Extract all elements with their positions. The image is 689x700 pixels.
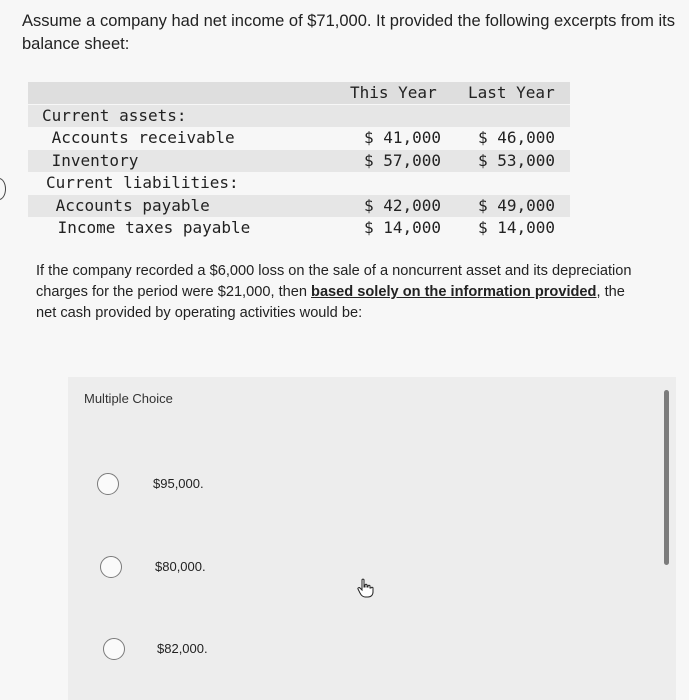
- multiple-choice-label: Multiple Choice: [84, 391, 173, 406]
- last-year-value: $ 49,000: [478, 196, 556, 215]
- column-header-this-year: This Year: [350, 83, 437, 102]
- page-edge-mark: [0, 178, 6, 200]
- last-year-value: $ 53,000: [478, 151, 556, 170]
- last-year-value: $ 46,000: [478, 128, 556, 147]
- radio-button[interactable]: [100, 556, 122, 578]
- this-year-value: $ 42,000: [364, 196, 442, 215]
- table-row: [28, 172, 570, 194]
- option-label: $95,000.: [153, 476, 204, 491]
- hand-cursor-icon: [356, 578, 374, 598]
- table-row: [28, 217, 570, 239]
- row-label: Accounts receivable: [42, 128, 235, 147]
- option-label: $80,000.: [155, 559, 206, 574]
- this-year-value: $ 14,000: [364, 218, 442, 237]
- question-part-2: , the net cash provided by operating activities would be:: [36, 284, 625, 321]
- question-text: [36, 261, 636, 324]
- question-intro: Assume a company had net income of $71,000. It provided the following excerpts from its balance sheet:: [22, 12, 676, 53]
- table-row: [28, 127, 570, 149]
- option-label: $82,000.: [157, 641, 208, 656]
- this-year-value: $ 57,000: [364, 151, 442, 170]
- row-label: Inventory: [42, 151, 139, 170]
- table-row: [28, 105, 570, 127]
- row-label: Accounts payable: [46, 196, 210, 215]
- table-row: [28, 150, 570, 172]
- row-label: Current assets:: [42, 106, 187, 125]
- question-part-1: If the company recorded a $6,000 loss on the sale of a noncurrent asset and its depreciation charges for the period were $21,000, then: [36, 263, 632, 300]
- last-year-value: $ 14,000: [478, 218, 556, 237]
- this-year-value: $ 41,000: [364, 128, 442, 147]
- row-label: Income taxes payable: [48, 218, 251, 237]
- table-row: [28, 195, 570, 217]
- column-header-last-year: Last Year: [468, 83, 555, 102]
- answer-option-2[interactable]: [88, 543, 608, 595]
- radio-button[interactable]: [103, 638, 125, 660]
- row-label: Current liabilities:: [46, 173, 239, 192]
- question-emphasis: based solely on the information provided: [311, 284, 597, 300]
- balance-sheet-table: [28, 82, 570, 242]
- scrollbar[interactable]: [664, 390, 669, 565]
- answer-option-3[interactable]: [88, 625, 608, 677]
- answer-option-1[interactable]: [88, 460, 608, 512]
- radio-button[interactable]: [97, 473, 119, 495]
